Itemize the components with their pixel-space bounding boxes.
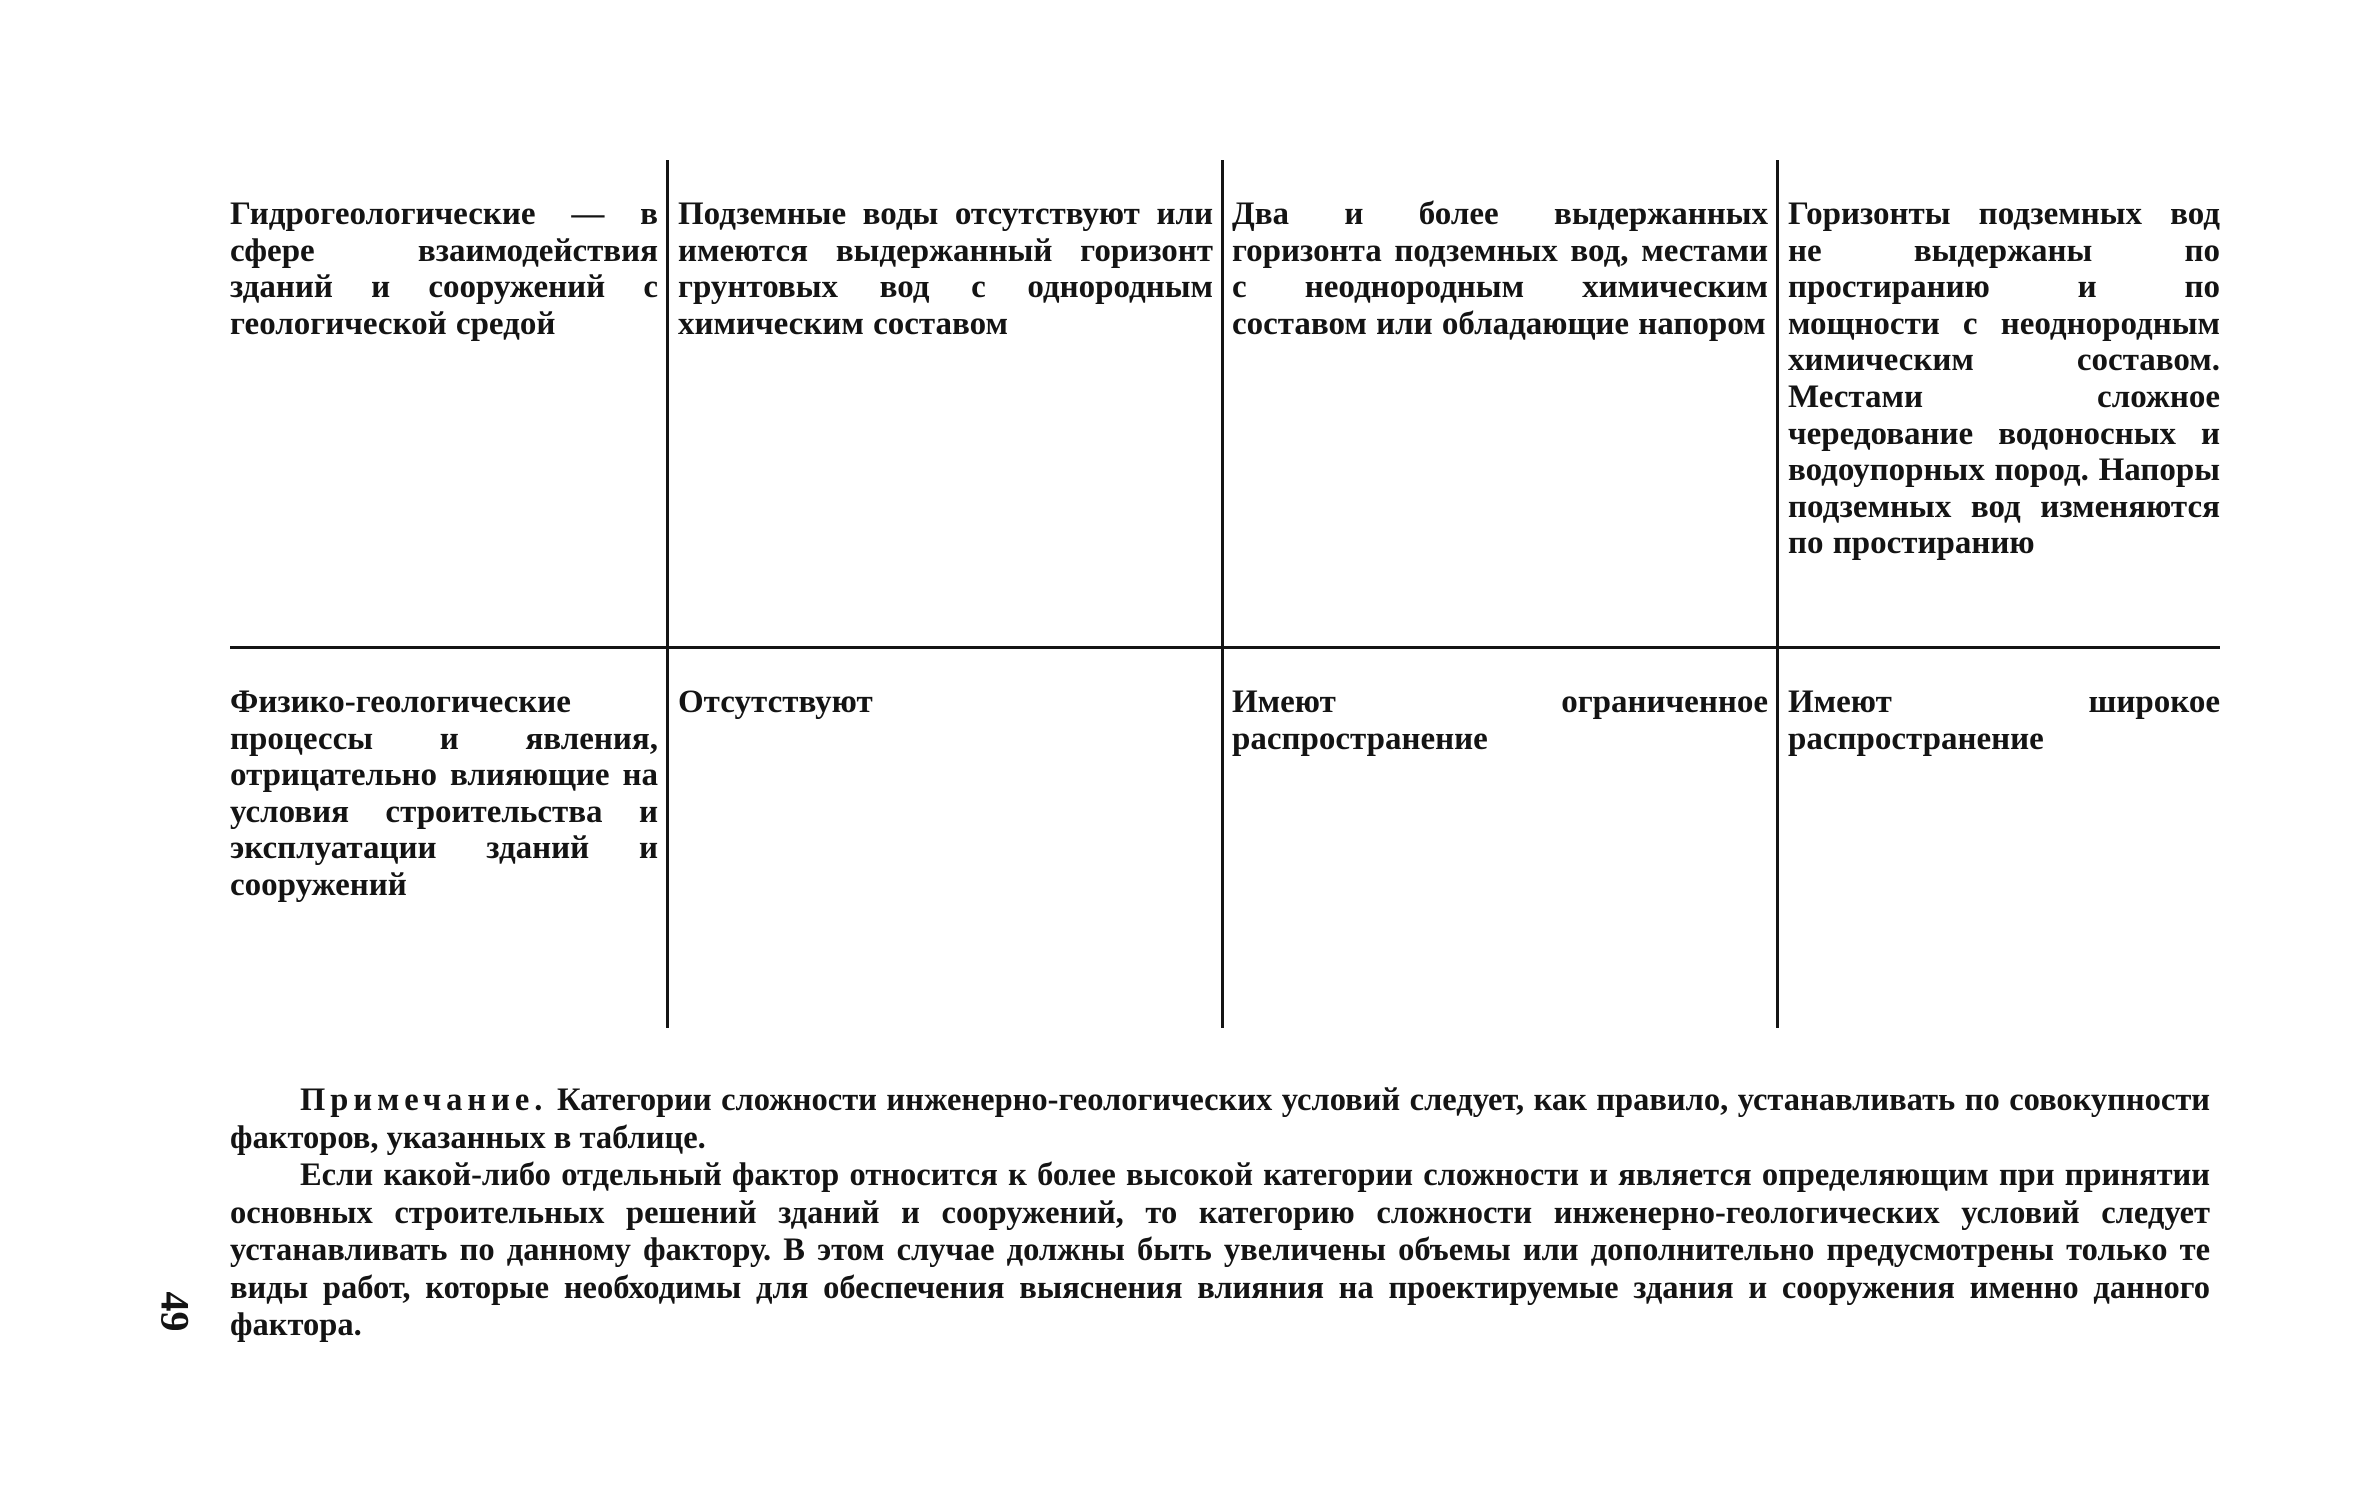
note-paragraph-2: Если какой-либо отдельный фактор относится к более высокой категории сложности и является определяющим при принятии основных строительных решений зданий и сооружений, то категорию сложности инженерно-геологических условий следует устанавливать по данному фактору. В этом случае должны быть увеличены объемы или дополнительно предусмотрены только те виды работ, которые необходимы для обеспечения выяснения влияния на проектируемые здания и сооружения именно данного фактора. — [230, 1157, 2210, 1343]
table-column-divider — [1776, 160, 1779, 1028]
table-row-divider — [230, 646, 2220, 649]
table-cell-category-3: Горизонты подземных вод не выдержаны по простиранию и по мощности с неоднородным химическим составом. Местами сложное чередование водоносных и водоупорных пород. Напоры подземных вод изменяются по простиранию — [1788, 196, 2220, 562]
table-cell-category-2: Имеют ограниченное распространение — [1232, 684, 1768, 757]
table-note — [230, 1082, 2210, 1345]
table-cell-factor-physical-geological: Физико-геологические процессы и явления, отрицательно влияющие на условия строительства и эксплуатации зданий и сооружений — [230, 684, 658, 903]
table-cell-category-1: Отсутствуют — [678, 684, 873, 720]
table-cell-category-1: Подземные воды отсутствуют или имеются выдержанный горизонт грунтовых вод с однородным химическим составом — [678, 196, 1213, 342]
table-column-divider — [666, 160, 669, 1028]
note-paragraph-1 — [230, 1082, 2210, 1157]
table-cell-category-3: Имеют широкое распространение — [1788, 684, 2220, 757]
table-cell-category-2: Два и более выдержанных горизонта подземных вод, местами с неоднородным химическим составом или обладающие напором — [1232, 196, 1768, 342]
page-number: 49 — [152, 1291, 198, 1332]
note-label: Примечание. — [300, 1082, 548, 1118]
table-column-divider — [1221, 160, 1224, 1028]
note-paragraph-1-text: Категории сложности инженерно-геологических условий следует, как правило, устанавливать по совокупности факторов, указанных в таблице. — [230, 1082, 2211, 1156]
table-cell-factor-hydrogeological: Гидрогеологические — в сфере взаимодействия зданий и сооружений с геологической средой — [230, 196, 658, 342]
